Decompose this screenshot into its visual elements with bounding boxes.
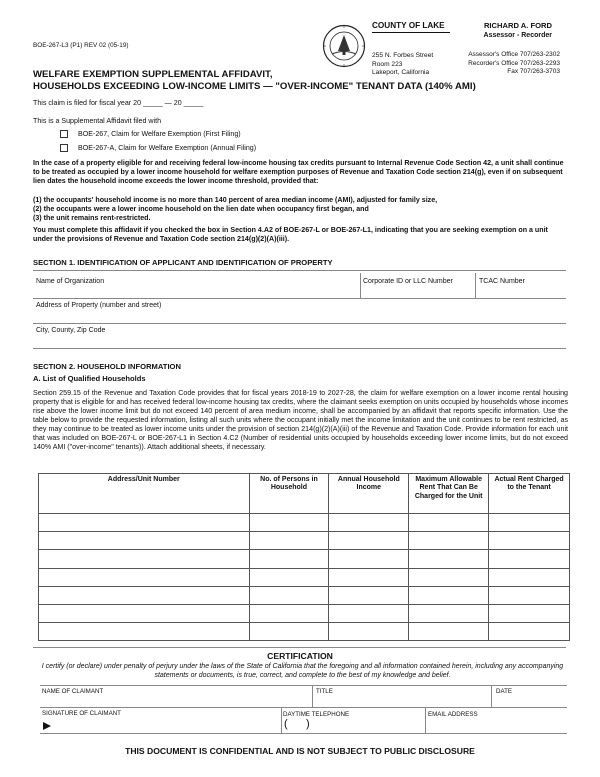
divider: [475, 273, 476, 298]
assessor-name: RICHARD A. FORD: [483, 21, 552, 30]
divider: [491, 685, 492, 707]
checkbox-label: BOE-267, Claim for Welfare Exemption (First Filing): [78, 130, 241, 138]
email-field[interactable]: [428, 719, 566, 731]
col-header-income: Annual Household Income: [329, 474, 409, 514]
table-row: [39, 550, 570, 568]
signature-field[interactable]: [56, 719, 278, 731]
table-row: [39, 604, 570, 622]
title-line-1: WELFARE EXEMPTION SUPPLEMENTAL AFFIDAVIT,: [33, 69, 273, 80]
conditions-list: [33, 196, 568, 223]
condition-item: (3) the unit remains rent-restricted.: [33, 214, 151, 222]
divider: [33, 270, 566, 271]
table-cell[interactable]: [489, 532, 570, 550]
certification-text: I certify (or declare) under penalty of perjury under the laws of the State of California that the foregoing and all information contained herein, including any accompanying statements or documents, is true, correct, and complete to the best of my knowledge and belief.: [41, 663, 564, 679]
table-cell[interactable]: [409, 586, 489, 604]
phone-line: Fax 707/263-3703: [507, 68, 560, 76]
table-cell[interactable]: [39, 623, 250, 641]
table-cell[interactable]: [489, 514, 570, 532]
table-cell[interactable]: [409, 623, 489, 641]
table-row: [39, 532, 570, 550]
claimant-name-label: NAME OF CLAIMANT: [42, 688, 104, 695]
divider: [425, 707, 426, 733]
checkbox-row-boe-267-a[interactable]: [60, 144, 256, 153]
table-header-row: [39, 474, 570, 514]
email-label: EMAIL ADDRESS: [428, 711, 478, 718]
table-cell[interactable]: [249, 568, 329, 586]
col-header-max-rent: Maximum Allowable Rent That Can Be Charged for the Unit: [409, 474, 489, 514]
table-cell[interactable]: [489, 623, 570, 641]
title-line-2: HOUSEHOLDS EXCEEDING LOW-INCOME LIMITS — "OVER-INCOME" TENANT DATA (140% AMI): [33, 80, 476, 92]
checkbox-row-boe-267[interactable]: [60, 130, 241, 139]
org-name-field[interactable]: [36, 286, 356, 298]
signature-label: SIGNATURE OF CLAIMANT: [42, 710, 121, 717]
table-row: [39, 623, 570, 641]
phone-line: Assessor's Office 707/263-2302: [468, 51, 560, 59]
table-cell[interactable]: [249, 532, 329, 550]
table-cell[interactable]: [39, 550, 250, 568]
table-cell[interactable]: [489, 550, 570, 568]
table-cell[interactable]: [329, 514, 409, 532]
confidential-footer: THIS DOCUMENT IS CONFIDENTIAL AND IS NOT SUBJECT TO PUBLIC DISCLOSURE: [125, 746, 475, 756]
table-cell[interactable]: [329, 604, 409, 622]
table-cell[interactable]: [409, 568, 489, 586]
table-cell[interactable]: [39, 604, 250, 622]
section-1-title: SECTION 1. IDENTIFICATION OF APPLICANT AND IDENTIFICATION OF PROPERTY: [33, 258, 333, 267]
col-header-address: Address/Unit Number: [39, 474, 250, 514]
certification-title: CERTIFICATION: [267, 651, 333, 661]
table-cell[interactable]: [39, 514, 250, 532]
table-cell[interactable]: [489, 604, 570, 622]
table-cell[interactable]: [249, 623, 329, 641]
address-line: Room 223: [372, 60, 403, 68]
section-2-paragraph: Section 259.15 of the Revenue and Taxation Code provides that for fiscal years 2018-19 to 2027-28, the claim for welfare exemption on a lower income rental housing property that is eligible for and has received federal low-income housing tax credits, where the claimant seeks exemption on units occupied by households whose incomes rise above the lower income limit but do not exceed 140 percent of area medium income, shall be accompanied by an affidavit that reports specific information. Use the table below to provide the requested information, listing all such units where the occupant initially met the income limitation and the unit continues to be rent restricted, as they may continue to be treated as lower income units under the provision of section 214(g)(2)(A)(iii) of the Revenue and Taxation Code. Provide information for each unit that was included on BOE-267-L or BOE-267-L1 in Section 4.C2 (Number of residential units occupied by households exceeding lower income limits, but do not exceed 140% AMI ("over-income" tenants)). Attach additional sheets, if necessary.: [33, 389, 568, 451]
must-complete-note: You must complete this affidavit if you checked the box in Section 4.A2 of BOE-267-L or BOE-267-L1, indicating that you are seeking exemption on a unit under the provisions of Revenue and Taxation Code section 214(g)(2)(A)(iii).: [33, 226, 548, 243]
table-cell[interactable]: [489, 586, 570, 604]
date-label: DATE: [496, 688, 513, 695]
table-cell[interactable]: [249, 604, 329, 622]
city-field[interactable]: [36, 336, 564, 348]
table-cell[interactable]: [329, 586, 409, 604]
divider: [33, 348, 566, 349]
divider: [360, 273, 361, 298]
checkbox-boe-267-a[interactable]: [60, 144, 68, 152]
households-table: [38, 473, 570, 641]
table-cell[interactable]: [249, 514, 329, 532]
corp-id-field[interactable]: [363, 286, 473, 298]
table-cell[interactable]: [409, 550, 489, 568]
table-row: [39, 568, 570, 586]
divider: [40, 707, 567, 708]
tcac-field[interactable]: [479, 286, 565, 298]
table-cell[interactable]: [39, 532, 250, 550]
intro-paragraph: In the case of a property eligible for and receiving federal low-income housing tax credits pursuant to Internal Revenue Code Section 42, a unit shall continue to be treated as occupied by a lower income household for welfare exemption purposes of Revenue and Taxation Code section 214(g), even if on subsequent lien dates the household income exceeds the lower income threshold, provided that:: [33, 159, 564, 185]
table-cell[interactable]: [249, 550, 329, 568]
section-2-subtitle: A. List of Qualified Households: [33, 374, 146, 383]
table-cell[interactable]: [409, 514, 489, 532]
condition-item: (1) the occupants' household income is no more than 140 percent of area median income (AMI), adjusted for family size,: [33, 196, 438, 204]
county-name: COUNTY OF LAKE: [372, 21, 450, 33]
tcac-label: TCAC Number: [479, 278, 525, 285]
table-cell[interactable]: [329, 532, 409, 550]
property-address-label: Address of Property (number and street): [36, 302, 162, 309]
col-header-actual-rent: Actual Rent Charged to the Tenant: [489, 474, 570, 514]
table-cell[interactable]: [409, 604, 489, 622]
sign-here-arrow-icon: [42, 721, 52, 731]
address-line: 255 N. Forbes Street: [372, 52, 434, 60]
assessor-role: Assessor - Recorder: [483, 32, 552, 40]
phone-line: Recorder's Office 707/263-2293: [468, 59, 560, 67]
col-header-persons: No. of Persons in Household: [249, 474, 329, 514]
form-number: BOE-267-L3 (P1) REV 02 (05-19): [33, 42, 129, 49]
title-field[interactable]: [316, 696, 488, 706]
table-row: [39, 514, 570, 532]
table-cell[interactable]: [489, 568, 570, 586]
divider: [33, 323, 566, 324]
divider: [33, 298, 566, 299]
filed-with-intro: This is a Supplemental Affidavit filed with: [33, 117, 162, 125]
table-cell[interactable]: [329, 623, 409, 641]
checkbox-boe-267[interactable]: [60, 130, 68, 138]
table-cell[interactable]: [39, 568, 250, 586]
telephone-label: DAYTIME TELEPHONE: [283, 711, 350, 718]
divider: [40, 733, 567, 734]
condition-item: (2) the occupants were a lower income household on the lien date when occupancy first began, and: [33, 205, 369, 213]
divider: [33, 647, 566, 648]
table-cell[interactable]: [329, 568, 409, 586]
table-cell[interactable]: [249, 586, 329, 604]
divider: [40, 685, 567, 686]
table-cell[interactable]: [39, 586, 250, 604]
address-line: Lakeport, California: [372, 69, 430, 77]
title-label: TITLE: [316, 688, 333, 695]
area-code-paren-icon: ( ): [284, 718, 310, 730]
table-cell[interactable]: [409, 532, 489, 550]
city-label: City, County, Zip Code: [36, 327, 106, 334]
property-address-field[interactable]: [36, 311, 564, 323]
date-field[interactable]: [496, 696, 566, 706]
section-2-title: SECTION 2. HOUSEHOLD INFORMATION: [33, 362, 181, 371]
checkbox-label: BOE-267-A, Claim for Welfare Exemption (Annual Filing): [78, 144, 257, 152]
table-cell[interactable]: [329, 550, 409, 568]
fiscal-year-line[interactable]: This claim is filed for fiscal year 20 _____ — 20 _____: [33, 99, 204, 107]
org-name-label: Name of Organization: [36, 278, 105, 285]
divider: [312, 685, 313, 707]
claimant-name-field[interactable]: [42, 696, 308, 706]
telephone-field[interactable]: [284, 719, 422, 731]
county-seal-icon: [322, 24, 366, 68]
corp-id-label: Corporate ID or LLC Number: [363, 278, 453, 285]
table-row: [39, 586, 570, 604]
form-title: [33, 69, 476, 93]
divider: [281, 707, 282, 733]
